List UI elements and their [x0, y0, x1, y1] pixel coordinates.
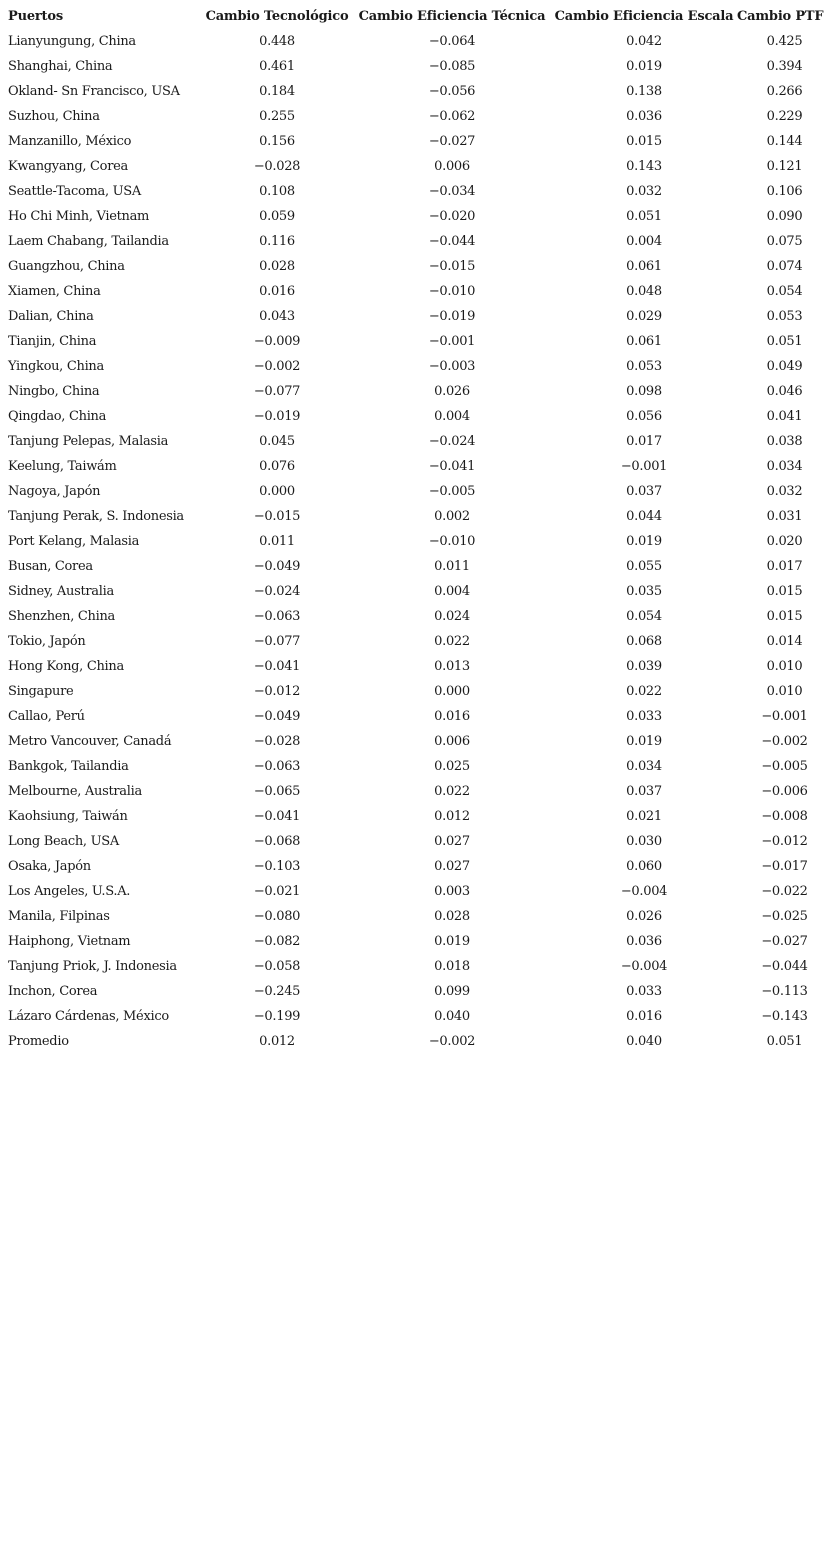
cell-port-name: Los Angeles, U.S.A. [8, 884, 131, 899]
cell-cambio-ptf: −0.022 [761, 884, 808, 899]
cell-cambio-tecnologico: −0.080 [253, 909, 301, 924]
cell-cambio-ptf: 0.121 [766, 159, 803, 174]
cell-cambio-tecnologico: −0.041 [253, 659, 301, 674]
cell-cambio-eficiencia-escala: 0.053 [626, 359, 662, 374]
table-row [8, 404, 832, 429]
cell-cambio-eficiencia-tecnica: −0.015 [428, 259, 476, 274]
cell-port-name: Kaohsiung, Taiwán [8, 809, 128, 824]
table-row [8, 679, 832, 704]
cell-cambio-eficiencia-escala: 0.037 [626, 784, 662, 799]
cell-cambio-eficiencia-escala: 0.036 [626, 934, 662, 949]
cell-cambio-tecnologico: −0.028 [253, 159, 301, 174]
cell-cambio-tecnologico: 0.043 [259, 309, 295, 324]
cell-cambio-eficiencia-tecnica: 0.012 [434, 809, 470, 824]
cell-cambio-eficiencia-tecnica: −0.044 [428, 234, 476, 249]
cell-cambio-ptf: −0.027 [761, 934, 808, 949]
cell-cambio-ptf: 0.394 [766, 59, 803, 74]
cell-cambio-eficiencia-tecnica: 0.025 [434, 759, 470, 774]
table-row [8, 979, 832, 1004]
cell-port-name: Bankgok, Tailandia [8, 759, 129, 774]
cell-cambio-eficiencia-escala: 0.068 [626, 634, 662, 649]
cell-cambio-eficiencia-tecnica: 0.006 [434, 734, 470, 749]
table-row [8, 29, 832, 54]
cell-port-name: Inchon, Corea [8, 984, 98, 999]
cell-cambio-eficiencia-escala: 0.036 [626, 109, 662, 124]
cell-cambio-tecnologico: −0.077 [253, 634, 301, 649]
cell-cambio-ptf: 0.014 [766, 634, 803, 649]
cell-cambio-ptf: 0.015 [766, 584, 803, 599]
cell-port-name: Long Beach, USA [8, 834, 119, 849]
cell-cambio-eficiencia-escala: 0.021 [626, 809, 662, 824]
cell-cambio-eficiencia-escala: 0.022 [626, 684, 662, 699]
cell-cambio-eficiencia-tecnica: 0.040 [434, 1009, 470, 1024]
cell-cambio-eficiencia-escala: 0.055 [626, 559, 662, 574]
cell-port-name: Melbourne, Australia [8, 784, 142, 799]
cell-cambio-ptf: 0.144 [766, 134, 803, 149]
cell-cambio-eficiencia-escala: 0.019 [626, 59, 662, 74]
cell-cambio-tecnologico: 0.012 [259, 1034, 295, 1049]
cell-port-name: Promedio [8, 1034, 69, 1049]
cell-cambio-ptf: 0.053 [766, 309, 803, 324]
cell-port-name: Suzhou, China [8, 109, 100, 124]
table-row [8, 729, 832, 754]
cell-cambio-eficiencia-escala: 0.004 [626, 234, 662, 249]
cell-cambio-eficiencia-tecnica: 0.000 [434, 684, 470, 699]
cell-cambio-tecnologico: −0.245 [253, 984, 301, 999]
cell-cambio-ptf: 0.034 [766, 459, 803, 474]
cell-cambio-ptf: −0.012 [761, 834, 808, 849]
cell-cambio-tecnologico: 0.000 [259, 484, 295, 499]
table-row [8, 429, 832, 454]
cell-cambio-ptf: 0.054 [766, 284, 803, 299]
cell-cambio-eficiencia-escala: 0.061 [626, 334, 662, 349]
table-row [8, 229, 832, 254]
cell-cambio-ptf: 0.106 [766, 184, 803, 199]
cell-cambio-tecnologico: 0.116 [259, 234, 295, 249]
cell-port-name: Busan, Corea [8, 559, 93, 574]
table-row [8, 604, 832, 629]
cell-cambio-eficiencia-escala: 0.019 [626, 534, 662, 549]
cell-port-name: Metro Vancouver, Canadá [8, 734, 172, 749]
cell-cambio-eficiencia-tecnica: 0.024 [434, 609, 470, 624]
cell-cambio-eficiencia-tecnica: 0.011 [434, 559, 470, 574]
cell-cambio-tecnologico: 0.448 [259, 34, 295, 49]
cell-cambio-eficiencia-escala: 0.040 [626, 1034, 662, 1049]
table-row [8, 304, 832, 329]
cell-cambio-ptf: 0.031 [766, 509, 803, 524]
table-row [8, 129, 832, 154]
table-row [8, 354, 832, 379]
cell-cambio-eficiencia-tecnica: 0.006 [434, 159, 470, 174]
cell-cambio-eficiencia-tecnica: −0.041 [428, 459, 476, 474]
cell-cambio-tecnologico: −0.049 [253, 559, 301, 574]
column-header-cambio-eficiencia-escala: Cambio Eficiencia Escala [554, 9, 734, 24]
cell-port-name: Ho Chi Minh, Vietnam [8, 209, 150, 224]
cell-cambio-ptf: 0.010 [766, 659, 803, 674]
cell-cambio-tecnologico: −0.049 [253, 709, 301, 724]
cell-cambio-ptf: −0.143 [761, 1009, 808, 1024]
cell-cambio-tecnologico: −0.028 [253, 734, 301, 749]
cell-cambio-eficiencia-tecnica: 0.002 [434, 509, 470, 524]
cell-cambio-ptf: 0.051 [766, 334, 803, 349]
cell-cambio-eficiencia-escala: 0.029 [626, 309, 662, 324]
table-row [8, 954, 832, 979]
cell-cambio-tecnologico: −0.068 [253, 834, 301, 849]
cell-cambio-tecnologico: −0.063 [253, 609, 301, 624]
cell-cambio-tecnologico: 0.255 [259, 109, 295, 124]
cell-cambio-eficiencia-escala: 0.044 [626, 509, 662, 524]
cell-cambio-ptf: 0.046 [766, 384, 803, 399]
cell-port-name: Ningbo, China [8, 384, 100, 399]
cell-cambio-eficiencia-escala: 0.026 [626, 909, 662, 924]
cell-cambio-eficiencia-tecnica: −0.019 [428, 309, 476, 324]
cell-cambio-eficiencia-tecnica: −0.056 [428, 84, 476, 99]
column-header-cambio-eficiencia-tecnica: Cambio Eficiencia Técnica [358, 9, 546, 24]
table-row [8, 1004, 832, 1029]
cell-port-name: Singapure [8, 684, 74, 699]
cell-port-name: Manila, Filpinas [8, 909, 110, 924]
cell-cambio-eficiencia-tecnica: 0.004 [434, 409, 470, 424]
cell-cambio-eficiencia-escala: 0.033 [626, 709, 662, 724]
cell-cambio-eficiencia-escala: 0.016 [626, 1009, 662, 1024]
cell-port-name: Shanghai, China [8, 59, 113, 74]
cell-cambio-tecnologico: 0.011 [259, 534, 295, 549]
cell-cambio-eficiencia-tecnica: 0.027 [434, 859, 470, 874]
table-body [8, 29, 832, 1054]
cell-cambio-ptf: 0.229 [766, 109, 803, 124]
cell-port-name: Laem Chabang, Tailandia [8, 234, 169, 249]
cell-cambio-eficiencia-escala: 0.034 [626, 759, 662, 774]
cell-cambio-ptf: 0.075 [766, 234, 803, 249]
cell-port-name: Shenzhen, China [8, 609, 115, 624]
table-row [8, 379, 832, 404]
productivity-change-table [8, 5, 832, 1054]
cell-port-name: Tanjung Priok, J. Indonesia [8, 959, 177, 974]
cell-port-name: Nagoya, Japón [8, 484, 101, 499]
cell-cambio-ptf: 0.090 [766, 209, 803, 224]
cell-port-name: Sidney, Australia [8, 584, 114, 599]
cell-cambio-ptf: −0.008 [761, 809, 808, 824]
cell-port-name: Lianyungung, China [8, 34, 136, 49]
cell-cambio-eficiencia-tecnica: 0.019 [434, 934, 470, 949]
cell-cambio-ptf: 0.425 [766, 34, 803, 49]
cell-cambio-eficiencia-tecnica: 0.004 [434, 584, 470, 599]
table-row [8, 329, 832, 354]
table-row [8, 154, 832, 179]
table-row [8, 79, 832, 104]
cell-port-name: Tanjung Pelepas, Malasia [8, 434, 169, 449]
cell-cambio-eficiencia-escala: 0.042 [626, 34, 662, 49]
cell-cambio-tecnologico: −0.077 [253, 384, 301, 399]
cell-cambio-tecnologico: −0.009 [253, 334, 301, 349]
cell-cambio-ptf: 0.051 [766, 1034, 803, 1049]
cell-cambio-tecnologico: 0.184 [259, 84, 295, 99]
table-row [8, 654, 832, 679]
table-row [8, 779, 832, 804]
table-row [8, 829, 832, 854]
cell-port-name: Yingkou, China [8, 359, 104, 374]
cell-cambio-tecnologico: 0.076 [259, 459, 295, 474]
table-row [8, 104, 832, 129]
cell-cambio-tecnologico: −0.015 [253, 509, 301, 524]
cell-port-name: Qingdao, China [8, 409, 107, 424]
cell-cambio-eficiencia-tecnica: 0.016 [434, 709, 470, 724]
cell-cambio-eficiencia-tecnica: −0.010 [428, 534, 476, 549]
cell-cambio-ptf: −0.113 [761, 984, 808, 999]
cell-cambio-eficiencia-escala: 0.035 [626, 584, 662, 599]
table-row [8, 554, 832, 579]
cell-cambio-eficiencia-tecnica: −0.020 [428, 209, 476, 224]
cell-cambio-tecnologico: −0.012 [253, 684, 301, 699]
cell-cambio-tecnologico: −0.058 [253, 959, 301, 974]
cell-cambio-eficiencia-escala: 0.019 [626, 734, 662, 749]
cell-cambio-eficiencia-escala: 0.060 [626, 859, 662, 874]
cell-cambio-tecnologico: −0.024 [253, 584, 301, 599]
cell-cambio-ptf: 0.266 [766, 84, 803, 99]
cell-cambio-eficiencia-escala: 0.061 [626, 259, 662, 274]
cell-cambio-tecnologico: −0.065 [253, 784, 301, 799]
cell-port-name: Dalian, China [8, 309, 94, 324]
column-header-cambio-tecnologico: Cambio Tecnológico [205, 9, 349, 24]
cell-cambio-ptf: 0.038 [766, 434, 803, 449]
table-row [8, 54, 832, 79]
cell-cambio-tecnologico: 0.108 [259, 184, 295, 199]
cell-port-name: Keelung, Taiwám [8, 459, 117, 474]
cell-cambio-ptf: 0.074 [766, 259, 803, 274]
cell-cambio-ptf: −0.044 [761, 959, 808, 974]
table-row [8, 904, 832, 929]
cell-cambio-eficiencia-escala: 0.030 [626, 834, 662, 849]
cell-cambio-eficiencia-tecnica: 0.027 [434, 834, 470, 849]
cell-cambio-eficiencia-tecnica: 0.028 [434, 909, 470, 924]
cell-cambio-eficiencia-escala: 0.015 [626, 134, 662, 149]
cell-cambio-eficiencia-tecnica: −0.001 [428, 334, 476, 349]
cell-cambio-tecnologico: −0.002 [253, 359, 301, 374]
table-row [8, 879, 832, 904]
cell-cambio-tecnologico: 0.059 [259, 209, 295, 224]
cell-port-name: Lázaro Cárdenas, México [8, 1009, 169, 1024]
cell-port-name: Callao, Perú [8, 709, 85, 724]
cell-cambio-tecnologico: 0.016 [259, 284, 295, 299]
cell-cambio-eficiencia-escala: 0.051 [626, 209, 662, 224]
cell-cambio-eficiencia-escala: −0.004 [620, 959, 668, 974]
cell-cambio-tecnologico: 0.156 [259, 134, 295, 149]
cell-cambio-eficiencia-tecnica: 0.003 [434, 884, 470, 899]
cell-cambio-tecnologico: −0.021 [253, 884, 301, 899]
cell-cambio-tecnologico: −0.019 [253, 409, 301, 424]
cell-cambio-ptf: −0.001 [761, 709, 808, 724]
cell-cambio-eficiencia-tecnica: 0.013 [434, 659, 470, 674]
cell-cambio-eficiencia-escala: 0.054 [626, 609, 662, 624]
cell-cambio-tecnologico: −0.199 [253, 1009, 301, 1024]
cell-cambio-ptf: −0.002 [761, 734, 808, 749]
table-row [8, 704, 832, 729]
cell-port-name: Seattle-Tacoma, USA [8, 184, 141, 199]
cell-cambio-ptf: 0.010 [766, 684, 803, 699]
table-row [8, 754, 832, 779]
cell-cambio-tecnologico: 0.028 [259, 259, 295, 274]
column-header-cambio-ptf: Cambio PTF [737, 9, 824, 24]
table-row [8, 254, 832, 279]
cell-cambio-tecnologico: −0.041 [253, 809, 301, 824]
cell-port-name: Hong Kong, China [8, 659, 124, 674]
table-row [8, 504, 832, 529]
cell-cambio-eficiencia-tecnica: −0.027 [428, 134, 476, 149]
cell-port-name: Kwangyang, Corea [8, 159, 128, 174]
cell-cambio-eficiencia-tecnica: −0.002 [428, 1034, 476, 1049]
table-row [8, 479, 832, 504]
cell-cambio-ptf: 0.017 [766, 559, 803, 574]
cell-port-name: Guangzhou, China [8, 259, 125, 274]
cell-cambio-eficiencia-tecnica: −0.024 [428, 434, 476, 449]
cell-port-name: Okland- Sn Francisco, USA [8, 84, 180, 99]
cell-cambio-eficiencia-tecnica: 0.018 [434, 959, 470, 974]
table-row [8, 279, 832, 304]
cell-cambio-eficiencia-escala: 0.033 [626, 984, 662, 999]
cell-cambio-ptf: 0.032 [766, 484, 803, 499]
cell-cambio-eficiencia-tecnica: 0.026 [434, 384, 470, 399]
table-row [8, 929, 832, 954]
cell-cambio-eficiencia-escala: 0.032 [626, 184, 662, 199]
table-row [8, 454, 832, 479]
cell-port-name: Tianjin, China [8, 334, 97, 349]
cell-cambio-ptf: 0.041 [766, 409, 803, 424]
cell-cambio-eficiencia-tecnica: 0.022 [434, 634, 470, 649]
header-row [8, 5, 832, 29]
cell-port-name: Xiamen, China [8, 284, 101, 299]
cell-cambio-eficiencia-escala: 0.048 [626, 284, 662, 299]
cell-cambio-ptf: −0.006 [761, 784, 808, 799]
cell-cambio-eficiencia-escala: −0.004 [620, 884, 668, 899]
cell-port-name: Haiphong, Vietnam [8, 934, 131, 949]
cell-cambio-tecnologico: −0.063 [253, 759, 301, 774]
cell-cambio-ptf: 0.015 [766, 609, 803, 624]
table-row [8, 629, 832, 654]
cell-cambio-eficiencia-escala: 0.138 [626, 84, 662, 99]
cell-cambio-tecnologico: 0.045 [259, 434, 295, 449]
cell-cambio-eficiencia-escala: 0.039 [626, 659, 662, 674]
table-row [8, 204, 832, 229]
cell-cambio-eficiencia-tecnica: 0.099 [434, 984, 470, 999]
cell-cambio-eficiencia-tecnica: −0.010 [428, 284, 476, 299]
cell-cambio-tecnologico: 0.461 [259, 59, 295, 74]
cell-cambio-eficiencia-tecnica: −0.005 [428, 484, 476, 499]
cell-cambio-ptf: 0.020 [766, 534, 803, 549]
table-row [8, 804, 832, 829]
cell-port-name: Tokio, Japón [8, 634, 86, 649]
cell-cambio-eficiencia-tecnica: −0.085 [428, 59, 476, 74]
cell-cambio-eficiencia-escala: 0.017 [626, 434, 662, 449]
cell-cambio-eficiencia-tecnica: −0.034 [428, 184, 476, 199]
cell-cambio-tecnologico: −0.103 [253, 859, 301, 874]
cell-cambio-ptf: −0.005 [761, 759, 808, 774]
cell-cambio-eficiencia-escala: −0.001 [620, 459, 668, 474]
table-row [8, 854, 832, 879]
column-header-puertos: Puertos [8, 9, 63, 24]
cell-cambio-eficiencia-tecnica: 0.022 [434, 784, 470, 799]
cell-cambio-ptf: −0.025 [761, 909, 808, 924]
cell-cambio-eficiencia-escala: 0.098 [626, 384, 662, 399]
table-row [8, 529, 832, 554]
table-header [8, 5, 832, 29]
cell-port-name: Tanjung Perak, S. Indonesia [8, 509, 184, 524]
table-row [8, 579, 832, 604]
cell-cambio-eficiencia-escala: 0.037 [626, 484, 662, 499]
cell-cambio-eficiencia-tecnica: −0.003 [428, 359, 476, 374]
cell-port-name: Manzanillo, México [8, 134, 132, 149]
cell-cambio-eficiencia-tecnica: −0.064 [428, 34, 476, 49]
table-row [8, 179, 832, 204]
cell-cambio-tecnologico: −0.082 [253, 934, 301, 949]
table-row [8, 1029, 832, 1054]
cell-cambio-eficiencia-escala: 0.143 [626, 159, 662, 174]
cell-cambio-eficiencia-tecnica: −0.062 [428, 109, 476, 124]
cell-port-name: Port Kelang, Malasia [8, 534, 140, 549]
cell-cambio-ptf: −0.017 [761, 859, 808, 874]
cell-cambio-eficiencia-escala: 0.056 [626, 409, 662, 424]
cell-cambio-ptf: 0.049 [766, 359, 803, 374]
cell-port-name: Osaka, Japón [8, 859, 91, 874]
